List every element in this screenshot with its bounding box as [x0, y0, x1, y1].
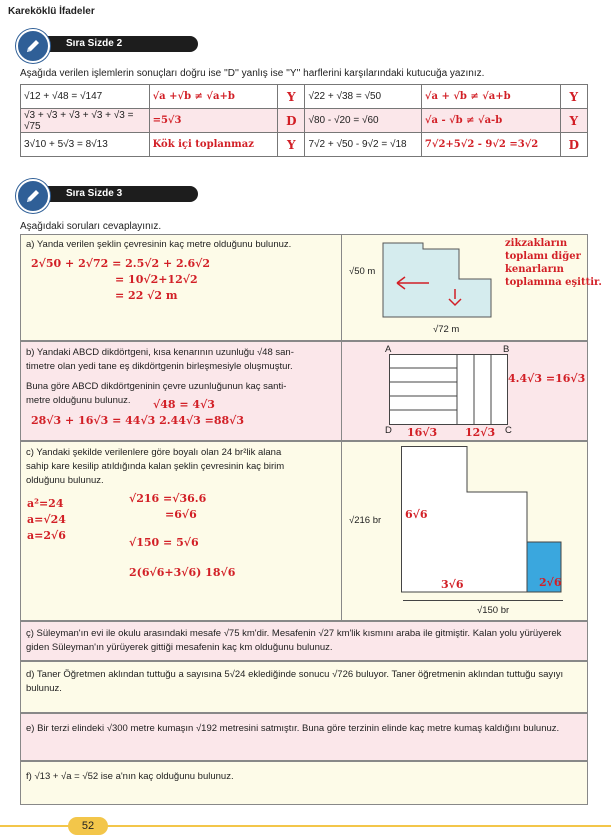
table-row: [21, 85, 588, 109]
bottom-label: √72 m: [433, 324, 460, 335]
work-line: a=√24: [27, 513, 66, 526]
question-text: e) Bir terzi elindeki √300 metre kumaşın √192 metresini satmıştır. Buna göre terzinin elinde kaç metre kumaş kaldığını bulunuz.: [26, 723, 560, 734]
expression: √80 - √20 = √60: [305, 109, 421, 133]
question-line: metre olduğunu bulunuz.: [26, 395, 131, 406]
dimension-line: [403, 600, 563, 601]
question-c-box: [20, 441, 588, 621]
answer-box[interactable]: Y: [278, 133, 305, 157]
handwritten-note: √a +√b ≠ √a+b: [149, 85, 278, 109]
work-line: 2√50 + 2√72 = 2.5√2 + 2.6√2: [31, 257, 211, 270]
note-line: kenarların: [505, 264, 564, 275]
question-line: sahip kare kesilip atıldığında kalan şeklin çevresinin kaç birim: [26, 461, 285, 472]
work-line: √48 = 4√3: [153, 398, 215, 411]
handwritten-bottom-1: 16√3: [407, 426, 438, 439]
column-divider: [341, 342, 342, 440]
handwritten-note: √a + √b ≠ √a+b: [421, 85, 560, 109]
work-line: √150 = 5√6: [129, 536, 199, 549]
handwritten-note: =5√3: [149, 109, 278, 133]
handwritten-note: Kök içi toplanmaz: [149, 133, 278, 157]
question-line: c) Yandaki şekilde verilenlere göre boyalı olan 24 br²lik alana: [26, 447, 282, 458]
answer-box[interactable]: Y: [560, 109, 587, 133]
question-c-cedilla-box: [20, 621, 588, 661]
handwritten-bottom-1: 3√6: [441, 578, 464, 591]
expression: √22 + √38 = √50: [305, 85, 421, 109]
expression: √3 + √3 + √3 + √3 + √3 = √75: [21, 109, 150, 133]
cut-square-shape: [401, 446, 581, 596]
answer-box[interactable]: Y: [560, 85, 587, 109]
question-line: olduğunu bulunuz.: [26, 475, 104, 486]
work-line: a=2√6: [27, 529, 66, 542]
question-c-text: [26, 446, 284, 488]
side-label: √216 br: [349, 515, 382, 526]
question-text: d) Taner Öğretmen aklından tuttuğu a sayısına 5√24 eklediğinde sonucu √726 buluyor. Taner öğretmenin aklından tuttuğu sayıyı bulunuz.: [26, 669, 564, 694]
handwritten-note: [505, 237, 602, 289]
question-a-text: a) Yanda verilen şeklin çevresinin kaç metre olduğunu bulunuz.: [26, 239, 292, 250]
question-a-box: [20, 234, 602, 341]
work-left: [27, 496, 66, 544]
table-row: [21, 109, 588, 133]
page-number: 52: [68, 817, 108, 835]
handwritten-bottom-2: 2√6: [539, 576, 562, 589]
question-line: Buna göre ABCD dikdörtgeninin çevre uzunluğunun kaç santi-: [26, 381, 287, 392]
handwritten-bottom-2: 12√3: [465, 426, 496, 439]
work-line: = 22 √2 m: [115, 289, 178, 302]
table-row: [21, 133, 588, 157]
bottom-label: √150 br: [477, 605, 510, 616]
vertex-b: B: [503, 344, 510, 355]
column-divider: [341, 442, 342, 620]
expression: 7√2 + √50 - 9√2 = √18: [305, 133, 421, 157]
true-false-table: [20, 84, 588, 157]
work-line: a²=24: [27, 497, 64, 510]
vertex-c: C: [505, 425, 512, 436]
vertex-a: A: [385, 344, 392, 355]
pencil-icon: [16, 179, 50, 213]
expression: √12 + √48 = √147: [21, 85, 150, 109]
answer-box[interactable]: D: [278, 109, 305, 133]
question-line: timetre olan yedi tane eş dikdörtgenin birleşmesiyle oluşmuştur.: [26, 361, 293, 372]
note-line: zikzakların: [505, 238, 568, 249]
question-text: f) √13 + √a = √52 ise a'nın kaç olduğunu bulunuz.: [26, 771, 234, 782]
handwritten-side: 4.4√3 =16√3: [508, 372, 586, 385]
work-line: 28√3 + 16√3 = 44√3 2.44√3 =88√3: [31, 414, 245, 427]
handwritten-side: 6√6: [405, 508, 428, 521]
question-e-box: [20, 713, 588, 761]
side-label: √50 m: [349, 266, 376, 277]
pencil-icon: [16, 29, 50, 63]
section-title-2: Sıra Sizde 3: [20, 186, 198, 202]
section-title-1: Sıra Sizde 2: [20, 36, 198, 52]
handwritten-note: √a - √b ≠ √a-b: [421, 109, 560, 133]
answer-box[interactable]: D: [560, 133, 587, 157]
work-line: =6√6: [165, 508, 197, 521]
question-text: ç) Süleyman'ın evi ile okulu arasındaki mesafe √75 km'dir. Mesafenin √27 km'lik kısmını araba ile gitmiştir. Kalan yolu yürüyerek giden Süleyman'ın yürüyerek gittiği mesafenin kaç km olduğunu bulunuz.: [26, 628, 562, 653]
question-b-text: [26, 346, 294, 374]
question-line: b) Yandaki ABCD dikdörtgeni, kısa kenarının uzunluğu √48 san-: [26, 347, 294, 358]
instruction-2: Aşağıdaki soruları cevaplayınız.: [20, 221, 162, 232]
question-b-box: [20, 341, 588, 441]
work-line: 2(6√6+3√6) 18√6: [129, 566, 236, 579]
handwritten-note: 7√2+5√2 - 9√2 =3√2: [421, 133, 560, 157]
zigzag-shape: [371, 239, 511, 335]
note-line: toplamına eşittir.: [505, 277, 602, 288]
note-line: toplamı diğer: [505, 251, 581, 262]
work-line: = 10√2+12√2: [115, 273, 198, 286]
answer-box[interactable]: Y: [278, 85, 305, 109]
expression: 3√10 + 5√3 = 8√13: [21, 133, 150, 157]
question-d-box: [20, 661, 588, 713]
abcd-rectangle: [389, 354, 509, 426]
column-divider: [341, 235, 342, 340]
question-f-box: [20, 761, 588, 805]
work-line: √216 =√36.6: [129, 492, 207, 505]
instruction-1: Aşağıda verilen işlemlerin sonuçları doğru ise ''D'' yanlış ise ''Y'' harflerini karşılarındaki kutucuğa yazınız.: [20, 68, 485, 79]
chapter-title: Kareköklü İfadeler: [8, 6, 95, 17]
vertex-d: D: [385, 425, 392, 436]
